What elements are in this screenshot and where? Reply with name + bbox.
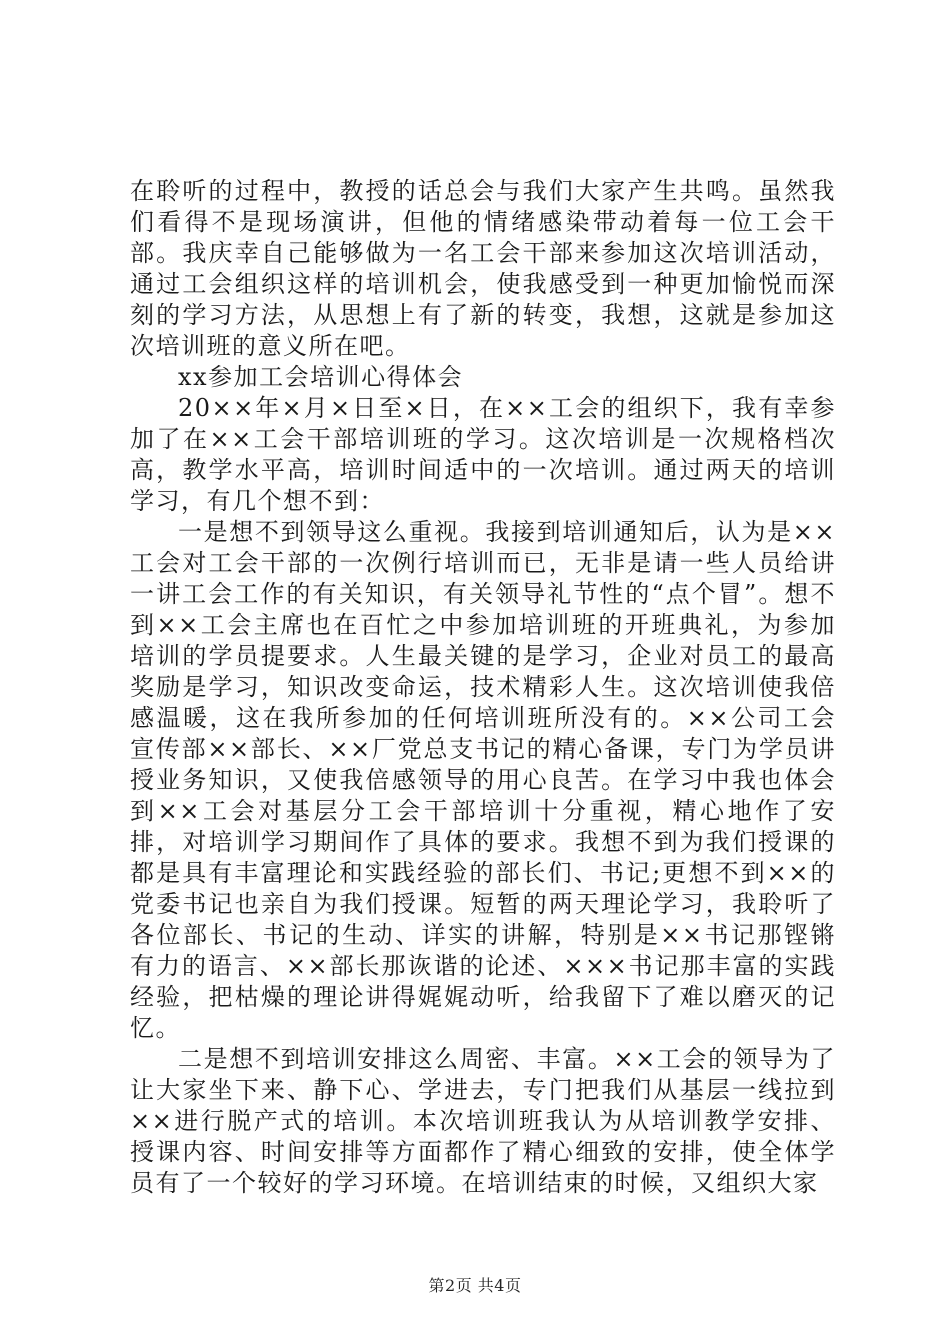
document-body [130,176,836,1199]
page-footer: 第2页 共4页 [428,1276,522,1295]
paragraph-continuation: 在聆听的过程中，教授的话总会与我们大家产生共鸣。虽然我们看得不是现场演讲，但他的情绪感染带动着每一位工会干部。我庆幸自己能够做为一名工会干部来参加这次培训活动，通过工会组织这样的培训机会，使我感受到一种更加愉悦而深刻的学习方法，从思想上有了新的转变，我想，这就是参加这次培训班的意义所在吧。 [130,177,836,360]
paragraph-intro: 20××年×月×日至×日，在××工会的组织下，我有幸参加了在××工会干部培训班的学习。这次培训是一次规格档次高，教学水平高，培训时间适中的一次培训。通过两天的培训学习，有几个想不到： [130,394,836,515]
section-title: xx参加工会培训心得体会 [178,363,464,391]
paragraph-point-one: 一是想不到领导这么重视。我接到培训通知后，认为是××工会对工会干部的一次例行培训而已，无非是请一些人员给讲一讲工会工作的有关知识，有关领导礼节性的“点个冒”。想不到××工会主席也在百忙之中参加培训班的开班典礼，为参加培训的学员提要求。人生最关键的是学习，企业对员工的最高奖励是学习，知识改变命运，技术精彩人生。这次培训使我倍感温暖，这在我所参加的任何培训班所没有的。××公司工会宣传部××部长、××厂党总支书记的精心备课，专门为学员讲授业务知识，又使我倍感领导的用心良苦。在学习中我也体会到××工会对基层分工会干部培训十分重视，精心地作了安排，对培训学习期间作了具体的要求。我想不到为我们授课的都是具有丰富理论和实践经验的部长们、书记;更想不到××的党委书记也亲自为我们授课。短暂的两天理论学习，我聆听了各位部长、书记的生动、详实的讲解，特别是××书记那铿锵有力的语言、××部长那诙谐的论述、×××书记那丰富的实践经验，把枯燥的理论讲得娓娓动听，给我留下了难以磨灭的记忆。 [130,518,836,1042]
paragraph-point-two: 二是想不到培训安排这么周密、丰富。××工会的领导为了让大家坐下来、静下心、学进去，专门把我们从基层一线拉到××进行脱产式的培训。本次培训班我认为从培训教学安排、授课内容、时间安排等方面都作了精心细致的安排，使全体学员有了一个较好的学习环境。在培训结束的时候，又组织大家 [130,1045,836,1197]
